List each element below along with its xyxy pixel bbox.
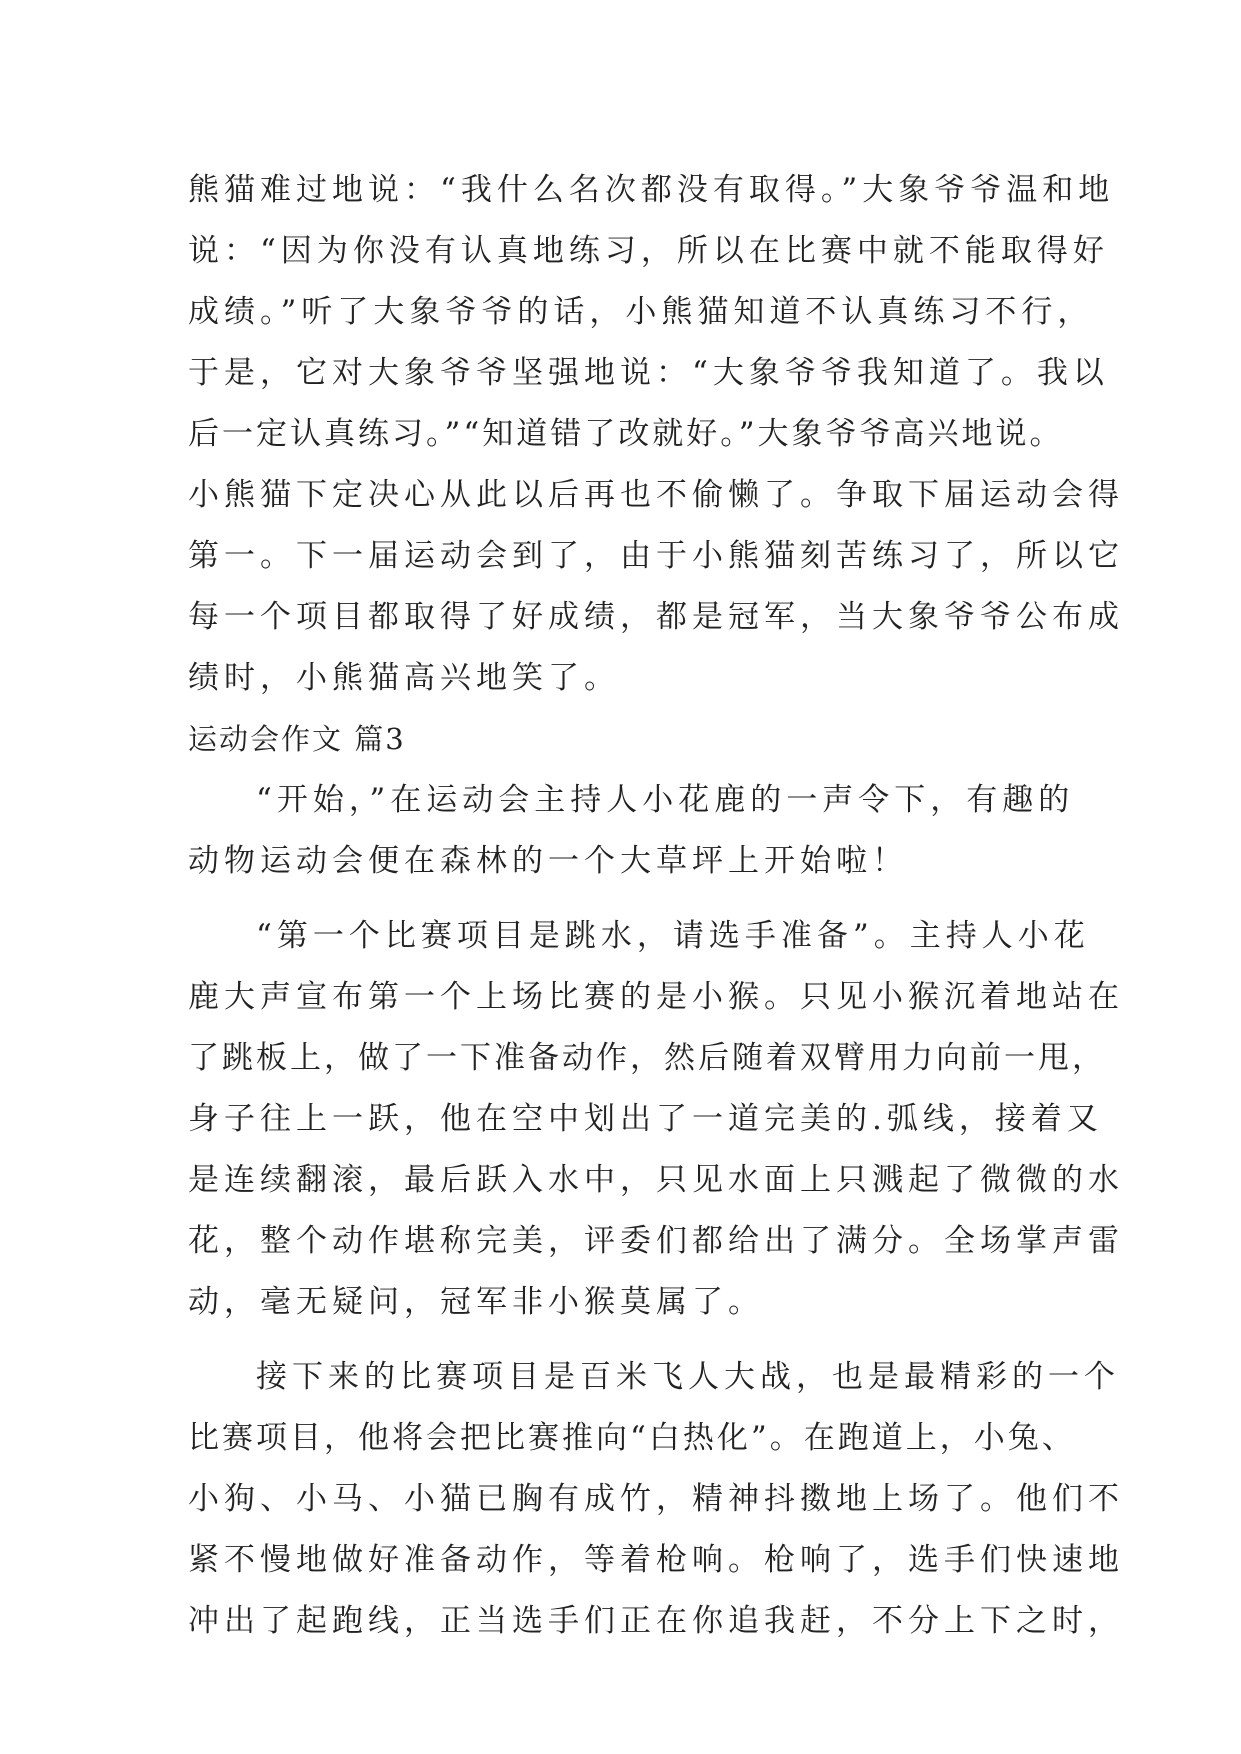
text-line: 比赛项目，他将会把比赛推向“白热化”。在跑道上，小兔、 (188, 1420, 1076, 1456)
text-line: “开始，”在运动会主持人小花鹿的一声令下，有趣的 (256, 782, 1075, 818)
text-line: 于是，它对大象爷爷坚强地说：“大象爷爷我知道了。我以 (188, 355, 1109, 391)
text-line: 成绩。”听了大象爷爷的话，小熊猫知道不认真练习不行， (188, 294, 1094, 330)
text-line: 小熊猫下定决心从此以后再也不偷懒了。争取下届运动会得 (188, 477, 1124, 513)
paragraph-2 (188, 770, 1075, 892)
text-line: 动，毫无疑问，冠军非小猴莫属了。 (188, 1284, 764, 1320)
text-line: 花，整个动作堪称完美，评委们都给出了满分。全场掌声雷 (188, 1223, 1124, 1259)
text-line: 第一。下一届运动会到了，由于小熊猫刻苦练习了，所以它 (188, 538, 1124, 574)
text-line: 了跳板上，做了一下准备动作，然后随着双臂用力向前一甩， (188, 1040, 1106, 1076)
paragraph-1 (188, 160, 1124, 709)
paragraph-4 (188, 1347, 1124, 1652)
text-line: 动物运动会便在森林的一个大草坪上开始啦！ (188, 843, 908, 879)
text-line: 熊猫难过地说：“我什么名次都没有取得。”大象爷爷温和地 (188, 172, 1115, 208)
text-line: 绩时，小熊猫高兴地笑了。 (188, 660, 620, 696)
document-body (188, 160, 1124, 1652)
text-line: 小狗、小马、小猫已胸有成竹，精神抖擞地上场了。他们不 (188, 1481, 1124, 1517)
text-line: 每一个项目都取得了好成绩，都是冠军，当大象爷爷公布成 (188, 599, 1124, 635)
section-heading: 运动会作文 篇3 (188, 722, 406, 756)
text-line: 说：“因为你没有认真地练习，所以在比赛中就不能取得好 (188, 233, 1109, 269)
text-line: 身子往上一跃，他在空中划出了一道完美的.弧线，接着又 (188, 1101, 1103, 1137)
text-line: 接下来的比赛项目是百米飞人大战，也是最精彩的一个 (256, 1359, 1120, 1395)
text-line: 冲出了起跑线，正当选手们正在你追我赶，不分上下之时， (188, 1603, 1124, 1639)
text-line: 后一定认真练习。”“知道错了改就好。”大象爷爷高兴地说。 (188, 416, 1064, 452)
text-line: 紧不慢地做好准备动作，等着枪响。枪响了，选手们快速地 (188, 1542, 1124, 1578)
text-line: 鹿大声宣布第一个上场比赛的是小猴。只见小猴沉着地站在 (188, 979, 1124, 1015)
paragraph-3 (188, 906, 1124, 1333)
text-line: 是连续翻滚，最后跃入水中，只见水面上只溅起了微微的水 (188, 1162, 1124, 1198)
text-line: “第一个比赛项目是跳水，请选手准备”。主持人小花 (256, 918, 1090, 954)
